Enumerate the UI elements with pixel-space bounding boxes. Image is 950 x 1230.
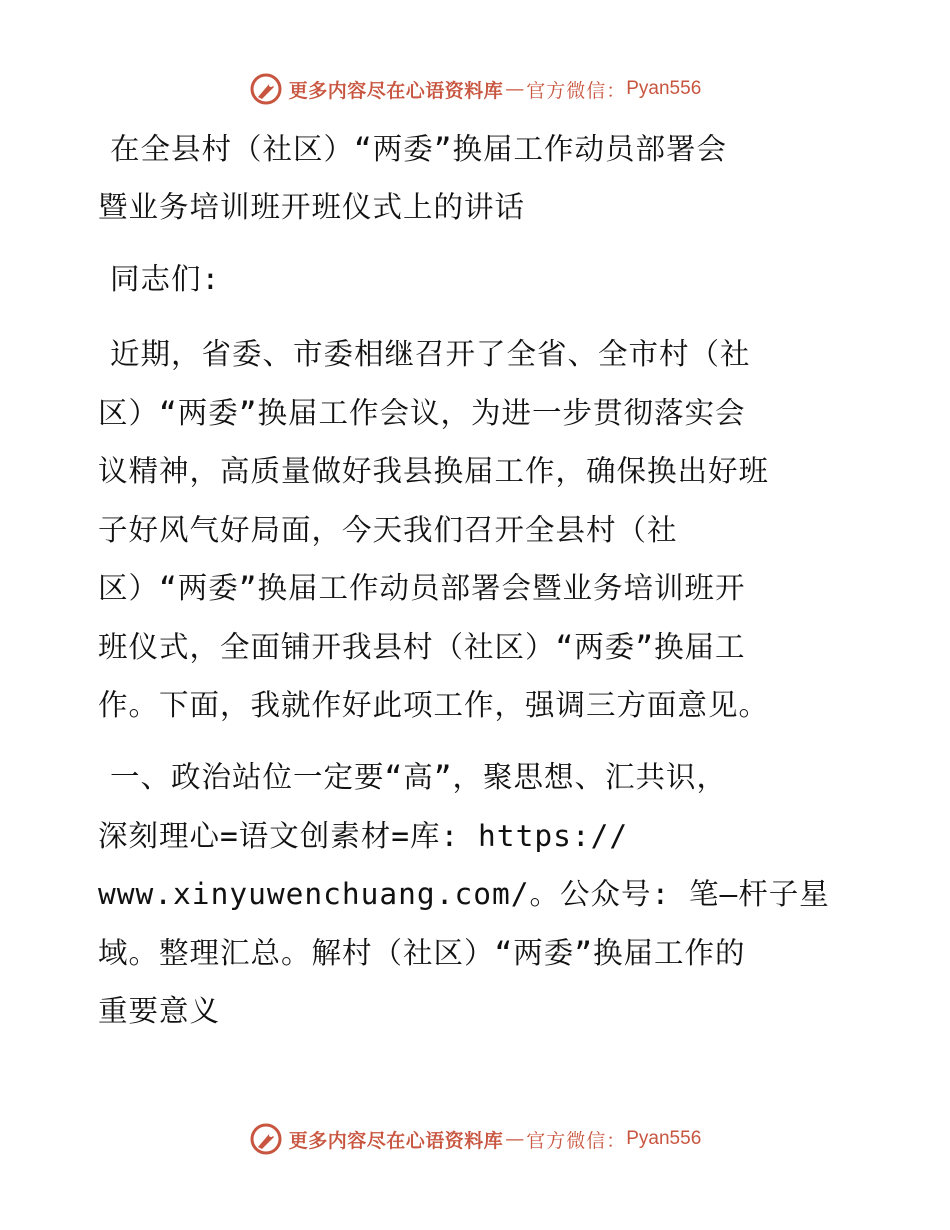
paragraph-line: www.xinyuwenchuang.com/。公众号: 笔—杆子星 <box>98 877 830 911</box>
pen-nib-logo-icon <box>249 72 283 106</box>
watermark-site-text: 更多内容尽在心语资料库 <box>288 1129 504 1152</box>
watermark-wechat-id: Pyan556 <box>626 1128 702 1149</box>
greeting <box>98 250 850 309</box>
paragraph-line: 深刻理心=语文创素材=库: https:// <box>98 818 629 853</box>
pen-nib-logo-icon <box>249 1122 283 1156</box>
greeting-text: 同志们: <box>110 262 221 296</box>
watermark-wechat-id: Pyan556 <box>626 78 702 99</box>
paragraph-line: 作。下面，我就作好此项工作，强调三方面意见。 <box>98 688 770 722</box>
paragraph-intro <box>98 325 850 735</box>
paragraph-section-one <box>98 748 850 1041</box>
watermark-site-text: 更多内容尽在心语资料库 <box>288 79 504 102</box>
paragraph-line: 议精神，高质量做好我县换届工作，确保换出好班 <box>98 454 770 488</box>
watermark-wechat-label: 官方微信： <box>526 1129 627 1152</box>
watermark-separator: — <box>505 78 525 100</box>
watermark-separator: — <box>505 1128 525 1150</box>
paragraph-line: 近期，省委、市委相继召开了全省、全市村（社 <box>110 337 751 371</box>
title-line: 在全县村（社区）“两委”换届工作动员部署会 <box>110 132 728 166</box>
paragraph-line: 重要意义 <box>98 994 221 1028</box>
document-title <box>98 120 850 236</box>
paragraph-line: 一、政治站位一定要“高”，聚思想、汇共识， <box>110 760 728 794</box>
paragraph-line: 域。整理汇总。解村（社区）“两委”换届工作的 <box>98 935 746 970</box>
paragraph-line: 班仪式，全面铺开我县村（社区）“两委”换届工 <box>98 629 746 664</box>
paragraph-line: 子好风气好局面，今天我们召开全县村（社 <box>98 512 678 547</box>
title-line: 暨业务培训班开班仪式上的讲话 <box>98 190 526 224</box>
header-watermark <box>0 72 950 106</box>
paragraph-line: 区）“两委”换届工作动员部署会暨业务培训班开 <box>98 571 746 605</box>
paragraph-line: 区）“两委”换届工作会议，为进一步贯彻落实会 <box>98 395 746 430</box>
watermark-wechat-label: 官方微信： <box>526 79 627 102</box>
footer-watermark <box>0 1122 950 1156</box>
